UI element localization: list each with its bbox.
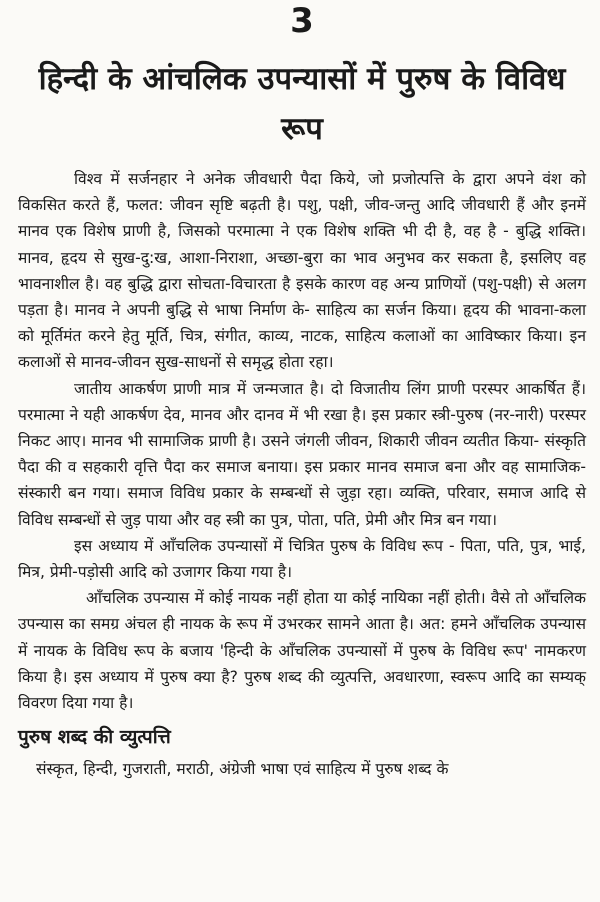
chapter-body bbox=[18, 166, 586, 782]
paragraph-1: विश्व में सर्जनहार ने अनेक जीवधारी पैदा किये, जो प्रजोत्पत्ति के द्वारा अपने वंश को विकसित करते हैं, फलत: जीवन सृष्टि बढ़ती है। पशु, पक्षी, जीव-जन्तु आदि जीवधारी हैं और इनमें मानव एक विशेष प्राणी है, जिसको परमात्मा ने एक विशेष शक्ति भी दी है, वह है - बुद्धि शक्ति। मानव, हृदय से सुख-दु:ख, आशा-निराशा, अच्छा-बुरा का भाव अनुभव कर सकता है, इसलिए वह भावनाशील है। वह बुद्धि द्वारा सोचता-विचारता है इसके कारण वह अन्य प्राणियों (पशु-पक्षी) से अलग पड़ता है। मानव ने अपनी बुद्धि से भाषा निर्माण के- साहित्य का सर्जन किया। हृदय की भावना-कला को मूर्तिमंत करने हेतु मूर्ति, चित्र, संगीत, काव्य, नाटक, साहित्य कलाओं का आविष्कार किया। इन कलाओं से मानव-जीवन सुख-साधनों से समृद्ध होता रहा। bbox=[18, 170, 586, 372]
paragraph-4: आँचलिक उपन्यास में कोई नायक नहीं होता या कोई नायिका नहीं होती। वैसे तो आँचलिक उपन्यास का समग्र अंचल ही नायक के रूप में उभरकर सामने आता है। अत: हमने आँचलिक उपन्यास में नायक के विविध रूप के बजाय 'हिन्दी के आँचलिक उपन्यासों में पुरुष के विविध रूप' नामकरण किया है। इस अध्याय में पुरुष क्या है? पुरुष शब्द की व्युत्पत्ति, अवधारणा, स्वरूप आदि का सम्यक् विवरण दिया गया है। bbox=[18, 589, 586, 713]
section-first-line: संस्कृत, हिन्दी, गुजराती, मराठी, अंग्रेजी भाषा एवं साहित्य में पुरुष शब्द के bbox=[36, 760, 449, 779]
paragraph-3: इस अध्याय में आँचलिक उपन्यासों में चित्रित पुरुष के विविध रूप - पिता, पति, पुत्र, भाई, मित्र, प्रेमी-पड़ोसी आदि को उजागर किया गया है। bbox=[18, 536, 586, 582]
section-heading: पुरुष शब्द की व्युत्पत्ति bbox=[18, 726, 171, 749]
chapter-title: हिन्दी के आंचलिक उपन्यासों में पुरुष के विविध रूप bbox=[38, 61, 566, 147]
chapter-number: 3 bbox=[290, 1, 314, 41]
paragraph-2: जातीय आकर्षण प्राणी मात्र में जन्मजात है। दो विजातीय लिंग प्राणी परस्पर आकर्षित हैं। परमात्मा ने यही आकर्षण देव, मानव और दानव में भी रखा है। इस प्रकार स्त्री-पुरुष (नर-नारी) परस्पर निकट आए। मानव भी सामाजिक प्राणी है। उसने जंगली जीवन, शिकारी जीवन व्यतीत किया- संस्कृति पैदा की व सहकारी वृत्ति पैदा कर समाज बनाया। इस प्रकार मानव समाज बना और वह सामाजिक- संस्कारी बन गया। समाज विविध प्रकार के सम्बन्धों से जुड़ा रहा। व्यक्ति, परिवार, समाज आदि से विविध सम्बन्धों से जुड़ पाया और वह स्त्री का पुत्र, पोता, पति, प्रेमी और मित्र बन गया। bbox=[18, 379, 586, 529]
